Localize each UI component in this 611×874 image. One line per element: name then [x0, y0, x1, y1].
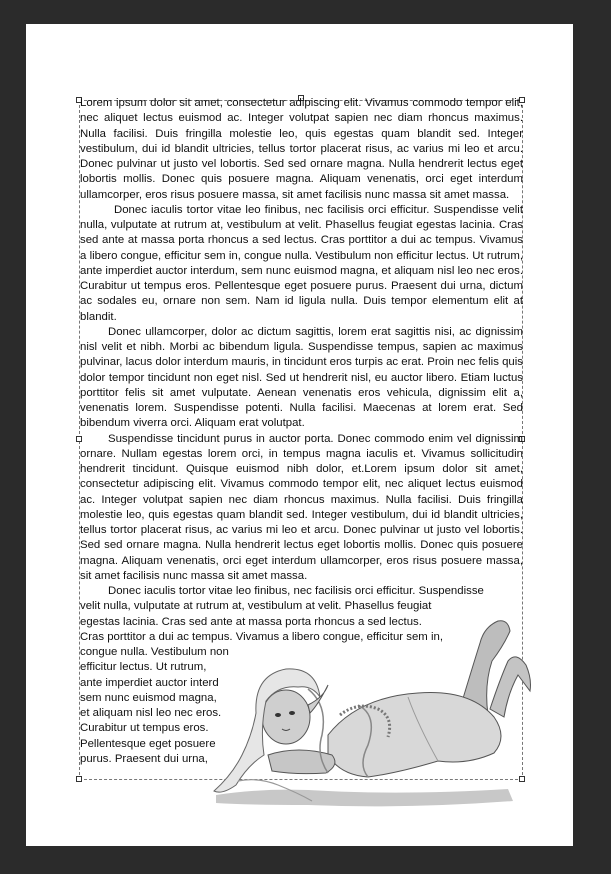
wrap-line: congue nulla. Vestibulum non: [80, 646, 229, 658]
wrap-line: sem nunc euismod magna,: [80, 691, 217, 704]
paragraph-1: Lorem ipsum dolor sit amet, consectetur adipiscing elit. Vivamus commodo tempor elit, nec aliquet lectus euismod ac. Integer volutpat sapien nec diam rhoncus maximus. Nulla facilisi. Duis fringilla molestie leo, quis egestas quam blandit sed. Integer vestibulum, dui id blandit ultricies, tellus tortor placerat risus, ac varius mi leo et arcu. Donec pulvinar ut justo vel lobortis. Sed sed ornare magna. Nulla hendrerit lectus eget lobortis mollis. Donec quis posuere magna. Aliquam venenatis, orci eget interdum ullamcorper, eros risus posuere massa, sit amet facilisis nunc massa sit amet massa.: [80, 97, 523, 201]
wrap-line: Cras porttitor a dui ac tempus. Vivamus a libero congue, efficitur sem in,: [80, 630, 443, 643]
wrap-line: Pellentesque eget posuere: [80, 737, 216, 750]
frame-handle-bottom-left[interactable]: [76, 776, 82, 782]
reclining-figure-illustration[interactable]: [208, 605, 538, 815]
paragraph-4: Suspendisse tincidunt purus in auctor porta. Donec commodo enim vel dignissim ornare. Nullam egestas lorem orci, in tempus magna iaculis et. Vivamus sollicitudin hendrerit tincidunt. Quisque euismod nibh dolor, et.Lorem ipsum dolor sit amet, consectetur adipiscing elit. Vivamus commodo tempor elit, nec aliquet lectus euismod ac. Integer volutpat sapien nec diam rhoncus maximus. Nulla facilisi. Duis fringilla molestie leo, quis egestas quam blandit sed. Integer vestibulum, dui id blandit ultricies, tellus tortor placerat risus, ac varius mi leo et arcu. Donec pulvinar ut justo vel lobortis. Sed sed ornare magna. Nulla hendrerit lectus eget lobortis mollis. Donec quis posuere magna. Aliquam venenatis, orci eget interdum ullamcorper, eros risus posuere massa, sit amet facilisis nunc massa sit amet massa.: [80, 432, 523, 582]
wrap-line: et aliquam nisl leo nec eros.: [80, 707, 222, 719]
wrap-line: ante imperdiet auctor interd: [80, 676, 219, 689]
wrap-line: efficitur lectus. Ut rutrum,: [80, 661, 207, 674]
paragraph-3: Donec ullamcorper, dolor ac dictum sagittis, lorem erat sagittis nisi, ac dignissim nisl velit et nibh. Morbi ac bibendum ligula. Suspendisse tempus, sapien ac maximus pulvinar, lacus dolor interdum mauris, in tincidunt eros turpis ac erat. Proin nec felis quis dolor tempor tincidunt non eget nisl. Sed ut hendrerit nisl, eu auctor libero. Etiam luctus porttitor felis sit amet vulputate. Aenean venenatis eros vehicula, dignissim elit a, venenatis lorem. Suspendisse potenti. Nulla facilisi. Maecenas at lorem erat. Sed bibendum viverra orci. Aliquam erat volutpat.: [80, 325, 523, 430]
wrap-line: velit nulla, vulputate at rutrum at, vestibulum at velit. Phasellus feugiat: [80, 600, 432, 613]
paragraph-5: Donec iaculis tortor vitae leo finibus, nec facilisis orci efficitur. Suspendisse: [108, 585, 484, 597]
wrap-line: Curabitur ut tempus eros.: [80, 722, 209, 735]
wrap-line: purus. Praesent dui urna,: [80, 752, 208, 765]
wrap-line: egestas lacinia. Cras sed ante at massa porta rhoncus a sed lectus.: [80, 615, 422, 628]
paragraph-2: Donec iaculis tortor vitae leo finibus, nec facilisis orci efficitur. Suspendisse velit nulla, vulputate at rutrum at, vestibulum at velit. Phasellus feugiat egestas lacinia. Cras sed ante at massa porta rhoncus a sed lectus. Cras porttitor a dui ac tempus. Vivamus a libero congue, efficitur sem in, congue nulla. Vestibulum non efficitur lectus. Ut rutrum, ante imperdiet auctor interdum, sem nunc euismod magna, et aliquam nisl leo nec eros. Curabitur ut tempus eros. Pellentesque eget posuere purus. Praesent dui urna, dictum ac sodales eu, ornare non sem. Nam id ligula nulla. Duis tempor elementum elit at blandit.: [80, 203, 523, 323]
